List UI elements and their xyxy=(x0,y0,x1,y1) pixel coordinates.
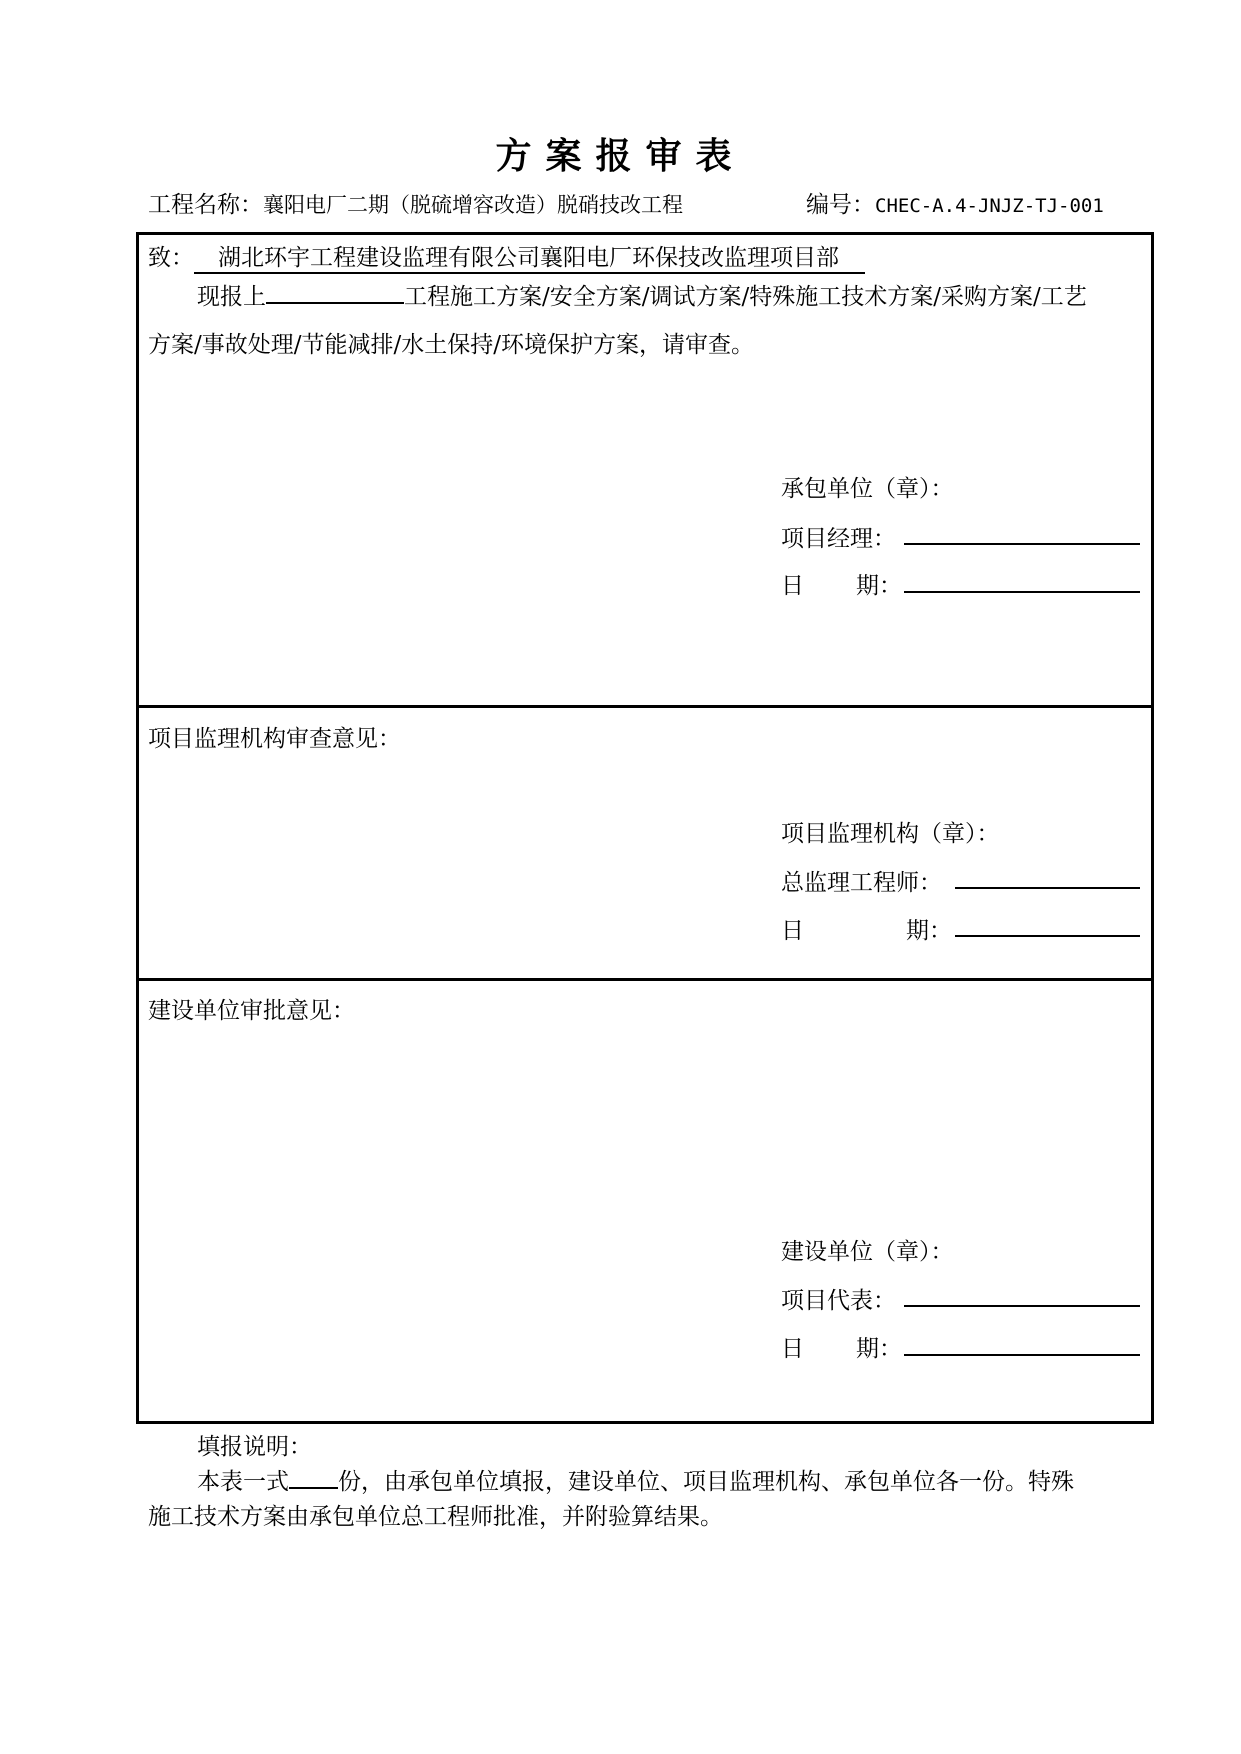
project-name: 襄阳电厂二期（脱硫增容改造）脱硝技改工程 xyxy=(263,193,683,217)
contractor-seal-label: 承包单位（章）： xyxy=(781,476,954,502)
section-divider xyxy=(136,705,1154,708)
owner-approval-heading: 建设单位审批意见： xyxy=(148,998,355,1024)
owner-date-field[interactable] xyxy=(904,1354,1140,1356)
chief-engineer-label: 总监理工程师： xyxy=(781,870,942,896)
form-table-frame xyxy=(136,232,1154,1424)
form-title: 方案报审表 xyxy=(495,135,746,177)
number-label: 编号： xyxy=(806,192,875,218)
notes-line-1 xyxy=(197,1463,1074,1496)
date-label-a: 日 xyxy=(781,1336,804,1362)
plan-name-field[interactable] xyxy=(266,278,404,304)
form-number: CHEC-A.4-JNJZ-TJ-001 xyxy=(875,195,1104,217)
form-number-row xyxy=(806,186,1104,219)
copies-prefix: 本表一式 xyxy=(197,1469,289,1495)
to-label: 致： xyxy=(148,245,194,271)
notes-line-2: 施工技术方案由承包单位总工程师批准，并附验算结果。 xyxy=(148,1504,723,1530)
date-label-b: 期： xyxy=(906,918,952,944)
owner-seal-label: 建设单位（章）： xyxy=(781,1239,954,1265)
addressee-name: 湖北环宇工程建设监理有限公司襄阳电厂环保技改监理项目部 xyxy=(194,239,865,274)
project-name-row xyxy=(148,186,683,219)
date-label-b: 期： xyxy=(856,1336,902,1362)
chief-engineer-signature-field[interactable] xyxy=(955,887,1140,889)
project-label: 工程名称： xyxy=(148,192,263,218)
project-manager-label: 项目经理： xyxy=(781,526,896,552)
copies-suffix: 份，由承包单位填报，建设单位、项目监理机构、承包单位各一份。特殊 xyxy=(338,1469,1074,1495)
supervision-review-heading: 项目监理机构审查意见： xyxy=(148,726,401,752)
supervision-date-field[interactable] xyxy=(955,935,1140,937)
report-line-1 xyxy=(197,278,1087,311)
date-label-a: 日 xyxy=(781,918,804,944)
project-manager-signature-field[interactable] xyxy=(904,543,1140,545)
report-line-2: 方案/事故处理/节能减排/水土保持/环境保护方案，请审查。 xyxy=(148,332,754,358)
project-representative-label: 项目代表： xyxy=(781,1288,896,1314)
contractor-date-field[interactable] xyxy=(904,591,1140,593)
representative-signature-field[interactable] xyxy=(904,1305,1140,1307)
addressee-row xyxy=(148,239,865,274)
section-divider xyxy=(136,978,1154,981)
supervision-seal-label: 项目监理机构（章）： xyxy=(781,821,1000,847)
report-prefix: 现报上 xyxy=(197,284,266,310)
date-label-a: 日 xyxy=(781,573,804,599)
copies-count-field[interactable] xyxy=(289,1463,338,1489)
notes-heading: 填报说明： xyxy=(197,1434,312,1460)
date-label-b: 期： xyxy=(856,573,902,599)
plan-types: 工程施工方案/安全方案/调试方案/特殊施工技术方案/采购方案/工艺 xyxy=(404,284,1087,310)
